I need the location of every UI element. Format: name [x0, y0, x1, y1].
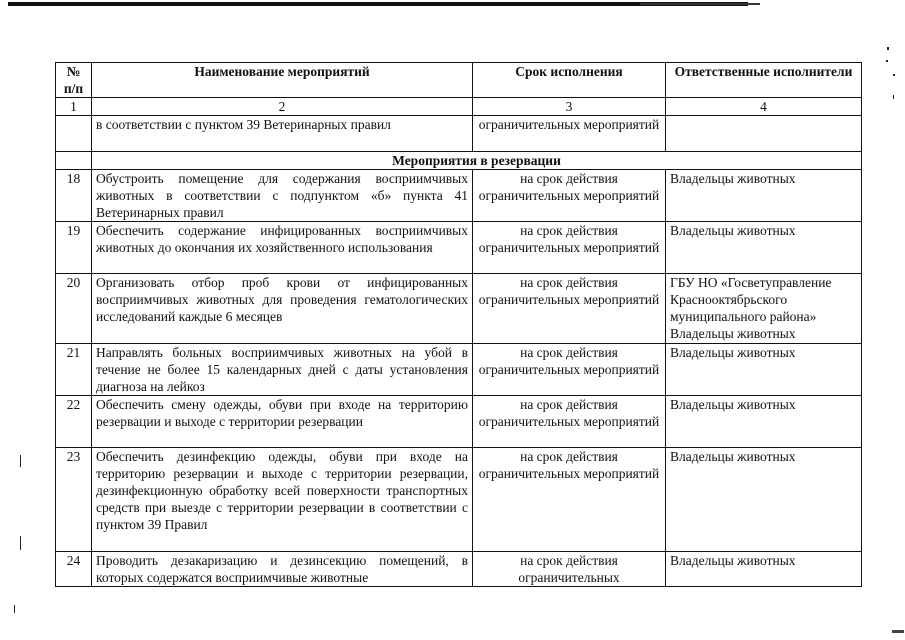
- section-title: Мероприятия в резервации: [92, 152, 862, 170]
- scan-artifact: [893, 74, 895, 76]
- scan-artifact: [20, 536, 21, 550]
- measure-responsible: [666, 344, 862, 396]
- measure-responsible: [666, 552, 862, 587]
- responsible-line: Владельцы животных: [670, 345, 796, 360]
- measure-name: в соответствии с пунктом 39 Ветеринарных правил: [92, 116, 473, 152]
- scan-top-border: [8, 2, 748, 6]
- measure-responsible: [666, 170, 862, 222]
- table-row: [56, 448, 862, 552]
- responsible-line: Владельцы животных: [670, 326, 796, 341]
- measure-responsible: [666, 396, 862, 448]
- row-number: 20: [56, 274, 92, 344]
- table-row: [56, 344, 862, 396]
- measure-name: Направлять больных восприимчивых животных на убой в течение не более 15 календарных дней с даты установления диагноза на лейкоз: [92, 344, 473, 396]
- measures-table: [55, 62, 862, 587]
- scan-top-border-tail: [640, 3, 760, 5]
- scan-artifact: [893, 95, 894, 99]
- row-number: 19: [56, 222, 92, 274]
- responsible-line: Владельцы животных: [670, 397, 796, 412]
- row-number: 21: [56, 344, 92, 396]
- measure-responsible: [666, 116, 862, 152]
- column-number: 1: [56, 98, 92, 116]
- column-number: 2: [92, 98, 473, 116]
- measure-term: ограничительных мероприятий: [473, 116, 666, 152]
- measure-responsible: [666, 222, 862, 274]
- scan-artifact: [887, 47, 889, 50]
- measure-responsible: [666, 274, 862, 344]
- scan-artifact: [892, 630, 904, 633]
- measure-term: на срок действия ограничительных мероприятий: [473, 170, 666, 222]
- responsible-line: Владельцы животных: [670, 171, 796, 186]
- header-resp: Ответственные исполнители: [666, 63, 862, 98]
- section-num-cell: [56, 152, 92, 170]
- column-number: 3: [473, 98, 666, 116]
- column-numbers-row: [56, 98, 862, 116]
- row-number: [56, 116, 92, 152]
- column-number: 4: [666, 98, 862, 116]
- responsible-line: Краснооктябрьского: [670, 292, 788, 307]
- section-row: [56, 152, 862, 170]
- measure-term: на срок действия ограничительных мероприятий: [473, 396, 666, 448]
- table-row: [56, 396, 862, 448]
- header-term: Срок исполнения: [473, 63, 666, 98]
- continuation-row: [56, 116, 862, 152]
- header-name: Наименование мероприятий: [92, 63, 473, 98]
- measure-name: Организовать отбор проб крови от инфицированных восприимчивых животных для проведения гематологических исследований каждые 6 месяцев: [92, 274, 473, 344]
- row-number: 18: [56, 170, 92, 222]
- responsible-line: ГБУ НО «Госветуправление: [670, 275, 832, 290]
- table-row: [56, 552, 862, 587]
- responsible-line: Владельцы животных: [670, 553, 796, 568]
- table-row: [56, 170, 862, 222]
- measure-term: на срок действия ограничительных мероприятий: [473, 222, 666, 274]
- responsible-line: Владельцы животных: [670, 449, 796, 464]
- scan-artifact: [14, 605, 15, 613]
- row-number: 22: [56, 396, 92, 448]
- table-row: [56, 274, 862, 344]
- measure-term: на срок действия ограничительных: [473, 552, 666, 587]
- table-row: [56, 222, 862, 274]
- responsible-line: муниципального района»: [670, 309, 817, 324]
- scan-artifact: [20, 455, 21, 467]
- measure-name: Обеспечить дезинфекцию одежды, обуви при входе на территорию резервации и выходе с территории резервации, дезинфекционную обработку всей поверхности транспортных средств при выезде с территории резервации в соответствии с пунктом 39 Правил: [92, 448, 473, 552]
- measure-name: Обустроить помещение для содержания восприимчивых животных в соответствии с подпунктом «б» пункта 41 Ветеринарных правил: [92, 170, 473, 222]
- scan-artifact: [886, 60, 888, 62]
- measure-name: Обеспечить содержание инфицированных восприимчивых животных до окончания их хозяйственного использования: [92, 222, 473, 274]
- header-num: № п/п: [56, 63, 92, 98]
- measure-term: на срок действия ограничительных мероприятий: [473, 448, 666, 552]
- measure-term: на срок действия ограничительных мероприятий: [473, 344, 666, 396]
- row-number: 23: [56, 448, 92, 552]
- table-header-row: [56, 63, 862, 98]
- row-number: 24: [56, 552, 92, 587]
- responsible-line: Владельцы животных: [670, 223, 796, 238]
- measure-name: Обеспечить смену одежды, обуви при входе на территорию резервации и выходе с территории резервации: [92, 396, 473, 448]
- measure-term: на срок действия ограничительных мероприятий: [473, 274, 666, 344]
- measure-name: Проводить дезакаризацию и дезинсекцию помещений, в которых содержатся восприимчивые животные: [92, 552, 473, 587]
- measure-responsible: [666, 448, 862, 552]
